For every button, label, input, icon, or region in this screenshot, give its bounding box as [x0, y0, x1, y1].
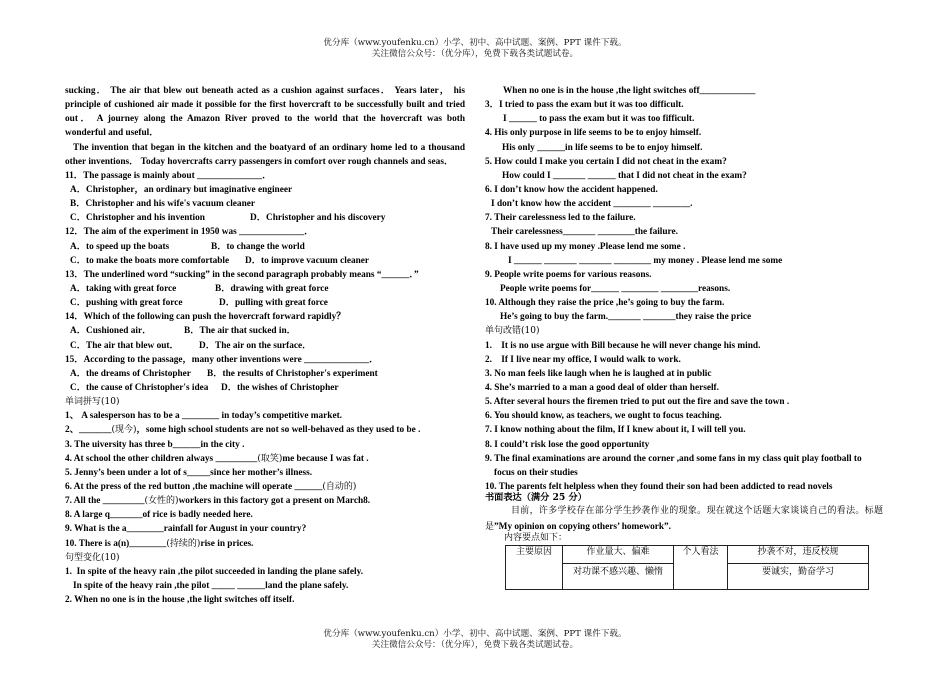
spelling-item — [65, 423, 465, 437]
passage-line: other inventions． Today hovercrafts carry passengers in comfort over rough channels and seas． — [65, 156, 454, 167]
transform-original: 6. I don’t know how the accident happened. — [485, 184, 658, 195]
question-12-option-b: B．to change the world — [211, 241, 305, 252]
footer-line-2: 关注微信公众号：（优分库），免费下载各类试题试卷。 — [371, 639, 579, 650]
transform-original: 8. I have used up my money .Please lend me some . — [485, 241, 686, 252]
transform-rewrite: In spite of the heavy rain ,the pilot _____ ______land the plane safely. — [73, 580, 349, 591]
transform-original: 1. In spite of the heavy rain ,the pilot succeeded in landing the plane safely. — [65, 566, 364, 577]
transform-rewrite: I don’t know how the accident ________ ________. — [491, 199, 693, 210]
question-12-option-d: D．to improve vacuum cleaner — [245, 255, 370, 266]
spelling-item — [65, 480, 465, 494]
transform-rewrite: Their carelessness_______ ________the failure. — [491, 227, 678, 238]
writing-prompt-prefix: 是 — [485, 522, 495, 532]
question-15-option-c: C．the cause of Christopher's idea — [70, 382, 209, 393]
question-12-option-row — [65, 240, 465, 254]
spelling-item-text: ，some high school students are not so well-behaved as they used to be . — [136, 425, 421, 436]
section-title-writing: 书面表达（满分 25 分） — [485, 492, 587, 503]
question-14-stem: 14．Which of the following can push the hovercraft forward rapidly？ — [65, 312, 346, 323]
question-13-option-d: D．pulling with great force — [219, 298, 328, 309]
spelling-item-text: me because I was fat . — [282, 453, 369, 464]
question-12-stem: 12．The aim of the experiment in 1950 was ______________． — [65, 227, 314, 238]
transform-original: 3．I tried to pass the exam but it was too difficult. — [485, 100, 684, 111]
correction-item: 4. She’s married to a man a good deal of older than herself. — [485, 382, 719, 393]
section-title-correction: 单句改错(10) — [485, 326, 540, 337]
question-13-option-row — [65, 296, 465, 310]
transform-rewrite: People write poems for______ ________ ________reasons. — [500, 283, 731, 294]
writing-points-intro: 内容要点如下： — [504, 532, 568, 543]
spelling-item-hint: (女性的) — [144, 496, 179, 507]
question-12-option-row — [65, 254, 465, 268]
correction-item: 2. If I live near my office, I would walk to work. — [485, 354, 681, 365]
question-11-option-d: D．Christopher and his discovery — [250, 213, 386, 224]
transform-original: 7. Their carelessness led to the failure. — [485, 213, 636, 224]
transform-original: 4. His only purpose in life seems to be to enjoy himself. — [485, 128, 702, 139]
correction-item: 6. You should know, as teachers, we ought to focus teaching. — [485, 411, 722, 422]
main-reasons-header: 主要原因 — [506, 546, 563, 590]
content-points-table — [505, 545, 869, 590]
writing-prompt: 目前，许多学校存在部分学生抄袭作业的现象。现在就这个话题大家谈谈自己的看法。标题 — [511, 505, 883, 516]
question-14-option-d: D．The air on the surface． — [199, 340, 312, 351]
transform-rewrite: I ______ _______ _______ ________ my money . Please lend me some — [508, 255, 783, 266]
writing-prompt-title-line — [485, 518, 883, 532]
question-14-option-c: C．The air that blew out． — [70, 340, 179, 351]
passage-line: The invention that began in the kitchen and the boatyard of an ordinary home led to a thousand — [73, 142, 465, 153]
question-13-option-b: B．drawing with great force — [215, 283, 329, 294]
transform-rewrite: When no one is in the house ,the light switches off____________ — [503, 86, 756, 96]
question-12-option-c: C．to make the boats more comfortable — [70, 255, 230, 266]
spelling-item-text: 6. At the press of the red button ,the machine will operate ______ — [65, 481, 323, 492]
question-13-option-c: C．pushing with great force — [70, 298, 183, 309]
header-line-1: 优分库（www.youfenku.cn）小学、初中、高中试题、案例、PPT 课件下载。 — [323, 37, 627, 48]
section-title-transform: 句型变化(10) — [65, 552, 120, 563]
reason-cell: 对功课不感兴趣、懒惰 — [563, 564, 674, 590]
passage-line: principle of cushioned air made it possible for the first hovercraft to be successfully built and tried — [65, 100, 465, 111]
correction-item: 5. After several hours the firemen tried to put out the fire and save the town . — [485, 397, 790, 408]
correction-item: 7. I know nothing about the film, If I knew about it, I will tell you. — [485, 425, 746, 436]
spelling-item-hint: (取笑) — [257, 453, 283, 464]
spelling-item-text: 10. There is a(n)________ — [65, 538, 167, 549]
spelling-item-hint: (持续的) — [166, 538, 201, 549]
opinion-cell: 抄袭不对，违反校规 — [728, 546, 869, 564]
spelling-item — [65, 452, 465, 466]
spelling-item: 8. A large q_______of rice is badly needed here. — [65, 510, 253, 521]
spelling-item-text: 2、_______ — [65, 425, 112, 436]
transform-rewrite: He’s going to buy the farm._______ _______they raise the price — [500, 312, 752, 323]
spelling-item — [65, 494, 465, 508]
question-15-stem: 15．According to the passage，many other inventions were ______________． — [65, 354, 379, 365]
question-13-option-a: A．taking with great force — [70, 283, 177, 294]
question-15-option-a: A．the dreams of Christopher — [70, 368, 191, 379]
question-11-stem: 11．The passage is mainly about ______________． — [65, 170, 272, 181]
spelling-item-text: rise in prices. — [200, 538, 254, 549]
question-15-option-b: B．the results of Christopher's experiment — [207, 368, 378, 379]
transform-rewrite: I ______ to pass the exam but it was too fifficult. — [503, 114, 695, 125]
section-title-spelling: 单词拼写(10) — [65, 397, 120, 408]
spelling-item-hint: (自动的) — [322, 481, 357, 492]
correction-item-continuation: focus on their studies — [494, 467, 578, 478]
question-15-option-d: D．the wishes of Christopher — [221, 382, 339, 393]
correction-item: 1. It is no use argue with Bill because he will never change his mind. — [485, 340, 761, 351]
transform-original: 5. How could I make you certain I did not cheat in the exam? — [485, 156, 727, 167]
opinion-cell: 要诚实，勤奋学习 — [728, 564, 869, 590]
correction-item: 8. I could’t risk lose the good opportunity — [485, 439, 650, 450]
transform-original: 2. When no one is in the house ,the light switches off itself. — [65, 595, 295, 606]
question-15-option-row — [65, 367, 465, 381]
header-line-2: 关注微信公众号：（优分库），免费下载各类试题试卷。 — [371, 48, 579, 59]
passage-line: sucking． The air that blew out beneath acted as a cushion against surfaces． Years later， his — [65, 86, 465, 96]
footer-line-1: 优分库（www.youfenku.cn）小学、初中、高中试题、案例、PPT 课件下载。 — [323, 628, 627, 639]
right-column — [485, 84, 885, 494]
passage-line: out． A journey along the Amazon River proved to the world that the hovercraft was both — [65, 114, 465, 125]
correction-item: 9. The final examinations are around the corner ,and some fans in my class quit play football to — [485, 453, 862, 464]
correction-item: 3. No man feels like laugh when he is laughed at in public — [485, 368, 712, 379]
left-column — [65, 84, 465, 607]
question-13-option-row — [65, 282, 465, 296]
reason-cell: 作业量大、偏难 — [563, 546, 674, 564]
spelling-item-hint: (现今) — [111, 425, 137, 436]
question-14-option-row — [65, 339, 465, 353]
question-11-option-c: C．Christopher and his invention — [70, 213, 205, 224]
question-11-option-row — [65, 211, 465, 225]
spelling-item: 5. Jenny’s been under a lot of s_____since her mother’s illness. — [65, 467, 313, 478]
transform-rewrite: How could I _______ ______ that I did not cheat in the exam? — [502, 170, 747, 181]
spelling-item: 1、 A salesperson has to be a ________ in today’s competitive market. — [65, 411, 342, 422]
spelling-item-text: 7. All the _________ — [65, 496, 145, 507]
writing-section — [485, 491, 883, 545]
question-15-option-row — [65, 381, 465, 395]
transform-original: 10. Although they raise the price ,he’s going to buy the farm. — [485, 298, 725, 309]
question-14-option-b: B．The air that sucked in． — [184, 326, 296, 337]
spelling-item: 9. What is the a________rainfall for August in your country? — [65, 524, 307, 535]
question-14-option-row — [65, 324, 465, 338]
spelling-item-text: 4. At school the other children always _________ — [65, 453, 258, 464]
question-11-option-b: B．Christopher and his wife's vacuum cleaner — [70, 199, 255, 210]
spelling-item-text: workers in this factory got a present on March8. — [178, 496, 371, 507]
personal-view-header: 个人看法 — [674, 546, 728, 590]
spelling-item: 3. The uiversity has three b______in the city . — [65, 439, 245, 450]
writing-essay-title: ”My opinion on copying others’ homework”. — [494, 522, 672, 532]
question-14-option-a: A．Cushioned air． — [70, 326, 152, 337]
transform-original: 9. People write poems for various reasons. — [485, 269, 652, 280]
question-11-option-a: A．Christopher，an ordinary but imaginative engineer — [70, 184, 293, 195]
question-12-option-a: A．to speed up the boats — [70, 241, 170, 252]
spelling-item — [65, 537, 465, 551]
passage-line: wonderful and useful． — [65, 128, 159, 139]
transform-rewrite: His only ______in life seems to be to enjoy himself. — [502, 142, 703, 153]
question-13-stem: 13．The underlined word “sucking” in the second paragraph probably means “______．” — [65, 269, 419, 280]
correction-item: 10. The parents felt helpless when they found their son had been addicted to read novels — [485, 481, 833, 492]
table-row — [506, 546, 869, 564]
